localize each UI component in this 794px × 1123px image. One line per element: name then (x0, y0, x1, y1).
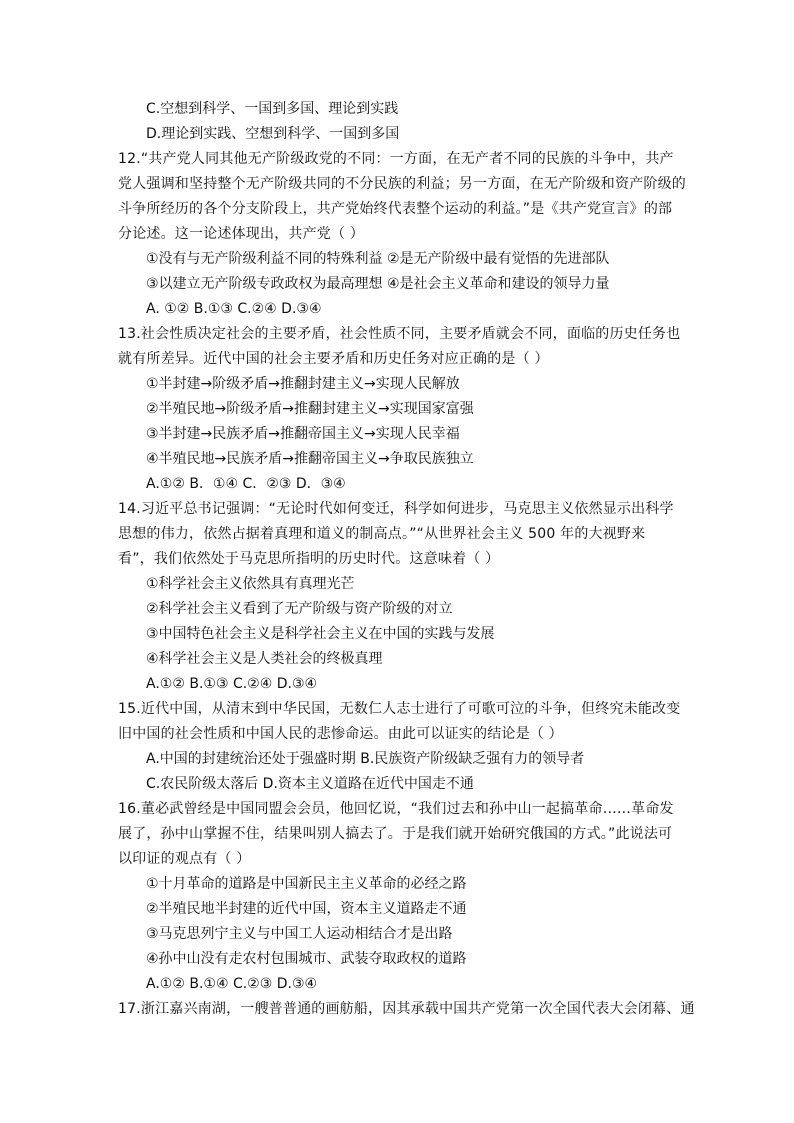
answer-options: C.农民阶级太落后 D.资本主义道路在近代中国走不通 (146, 776, 474, 792)
question-14-text: 看”，我们依然处于马克思所指明的历史时代。这意味着（ ） (118, 551, 500, 567)
answer-options: A.①② B．①④ C．②③ D．③④ (146, 476, 346, 492)
statement-line: ④孙中山没有走农村包围城市、武装夺取政权的道路 (146, 951, 467, 967)
statement-line: ④半殖民地→民族矛盾→推翻帝国主义→争取民族独立 (146, 451, 474, 467)
question-15-text: 15.近代中国，从清末到中华民国，无数仁人志士进行了可歌可泣的斗争，但终究未能改变 (118, 701, 681, 717)
answer-options: A.①② B.①④ C.②③ D.③④ (146, 976, 318, 992)
question-16-text: 16.董必武曾经是中国同盟会会员，他回忆说，“我们过去和孙中山一起搞革命……革命发 (118, 801, 674, 817)
question-13-text: 就有所差异。近代中国的社会主要矛盾和历史任务对应正确的是（ ） (118, 351, 549, 367)
question-15-text: 旧中国的社会性质和中国人民的悲惨命运。由此可以证实的结论是（ ） (118, 726, 563, 742)
question-17-text: 17.浙江嘉兴南湖，一艘普普通的画舫船，因其承载中国共产党第一次全国代表大会闭幕、通 (118, 1001, 695, 1017)
question-14-text: 思想的伟力，依然占据着真理和道义的制高点。”“从世界社会主义 500 年的大视野来 (118, 526, 646, 542)
option-line: D.理论到实践、空想到科学、一国到多国 (146, 126, 400, 142)
statement-line: ①科学社会主义依然具有真理光芒 (146, 576, 355, 592)
question-16-text: 展了，孙中山掌握不住，结果叫别人搞去了。于是我们就开始研究俄国的方式。”此说法可 (118, 826, 673, 842)
question-16-text: 以印证的观点有（ ） (118, 851, 251, 867)
statement-line: ③半封建→民族矛盾→推翻帝国主义→实现人民幸福 (146, 426, 460, 442)
statement-line: ②半殖民地→阶级矛盾→推翻封建主义→实现国家富强 (146, 401, 474, 417)
question-13-text: 13.社会性质决定社会的主要矛盾，社会性质不同，主要矛盾就会不同，面临的历史任务也 (118, 326, 681, 342)
question-12-text: 斗争所经历的各个分支阶段上，共产党始终代表整个运动的利益。”是《共产党宣言》的部 (118, 201, 673, 217)
statement-line: ②半殖民地半封建的近代中国，资本主义道路走不通 (146, 901, 467, 917)
answer-options: A.中国的封建统治还处于强盛时期 B.民族资产阶级缺乏强有力的领导者 (146, 751, 585, 767)
statement-line: ①十月革命的道路是中国新民主主义革命的必经之路 (146, 876, 467, 892)
statement-line: ④科学社会主义是人类社会的终极真理 (146, 651, 383, 667)
statement-line: ①半封建→阶级矛盾→推翻封建主义→实现人民解放 (146, 376, 460, 392)
answer-options: A.①② B.①③ C.②④ D.③④ (146, 676, 318, 692)
statement-line: ③以建立无产阶级专政政权为最高理想 ④是社会主义革命和建设的领导力量 (146, 276, 610, 292)
statement-line: ①没有与无产阶级利益不同的特殊利益 ②是无产阶级中最有觉悟的先进部队 (146, 251, 610, 267)
option-line: C.空想到科学、一国到多国、理论到实践 (146, 101, 399, 117)
question-12-text: 分论述。这一论述体现出，共产党（ ） (118, 226, 365, 242)
question-12-text: 党人强调和坚持整个无产阶级共同的不分民族的利益；另一方面，在无产阶级和资产阶级的 (118, 176, 686, 192)
question-14-text: 14.习近平总书记强调：“无论时代如何变迁，科学如何进步，马克思主义依然显示出科学 (118, 501, 674, 517)
statement-line: ③中国特色社会主义是科学社会主义在中国的实践与发展 (146, 626, 495, 642)
question-12-text: 12.“共产党人同其他无产阶级政党的不同：一方面，在无产者不同的民族的斗争中，共产 (118, 151, 674, 167)
statement-line: ②科学社会主义看到了无产阶级与资产阶级的对立 (146, 601, 453, 617)
answer-options: A. ①② B.①③ C.②④ D.③④ (146, 301, 322, 317)
statement-line: ③马克思列宁主义与中国工人运动相结合才是出路 (146, 926, 453, 942)
